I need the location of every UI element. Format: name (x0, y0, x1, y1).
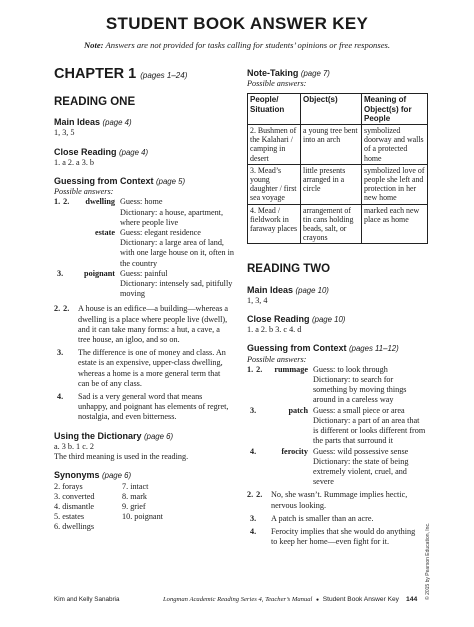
guess-word: estate (94, 228, 115, 238)
guess-word: rummage (274, 364, 308, 374)
table-cell: a young tree bent into an arch (301, 125, 362, 165)
synonyms-heading: Synonyms (page 6) (54, 470, 132, 481)
paragraph-text (78, 348, 234, 389)
paragraph-line: unhappy, and poignant has elements of regret, (78, 402, 229, 412)
item-subnumber: 3. (57, 268, 64, 278)
paragraph-text (271, 490, 427, 510)
paragraph-text (78, 304, 234, 345)
paragraph-line: dwelling is a place where people live (dwell), (78, 314, 228, 324)
main-ideas-answer: 1, 3, 5 (54, 128, 75, 138)
paragraph-number (54, 304, 78, 345)
definition-line: Guess: elegant residence (120, 228, 201, 238)
note-taking-table (247, 93, 428, 244)
guess-definitions (313, 406, 427, 447)
synonyms-list (54, 482, 234, 533)
item-subnumber: 2. (256, 490, 263, 500)
definition-line: Guess: painful (120, 268, 168, 278)
guess-word: poignant (84, 268, 115, 278)
paragraph-line: A patch is smaller than an acre. (271, 513, 374, 523)
table-cell: symbolized doorway and walls of a protected home (362, 125, 428, 165)
synonym-item: 8. mark (122, 491, 148, 501)
paragraph-text (78, 392, 234, 423)
guess-item (247, 406, 427, 447)
chapter-heading: CHAPTER 1 (pages 1–24) (54, 66, 188, 82)
item-number: 1. (54, 197, 61, 207)
copyright: © 2015 by Pearson Education, Inc. (425, 522, 431, 600)
definition-line: the parts that surround it (313, 436, 394, 446)
definition-line: Guess: to look through (313, 364, 388, 374)
close-reading-answer-2: 1. a 2. b 3. c 4. d (247, 325, 302, 335)
main-ideas-answer-2: 1, 3, 4 (247, 295, 268, 305)
table-cell: 3. Mead’s young daughter / first sea voyage (248, 164, 301, 204)
table-cell: marked each new place as home (362, 204, 428, 244)
table-row (248, 164, 428, 204)
paragraph-number (247, 490, 271, 510)
item-subnumber: 3. (57, 348, 64, 358)
paragraph-line: to keep her home—even fight for it. (271, 537, 389, 547)
paragraph-number (247, 514, 271, 524)
guess-item (54, 269, 234, 300)
definition-line: Dictionary: intensely sad, pitifully (120, 279, 233, 289)
guess-item (54, 197, 234, 228)
answer-paragraph (247, 490, 427, 510)
item-subnumber: 2. (63, 197, 70, 207)
item-subnumber: 4. (250, 526, 257, 536)
footer-page-number: 144 (406, 596, 418, 603)
guessing-paragraphs-2 (247, 490, 427, 547)
table-cell: symbolized love of people she left and protection in her new home (362, 164, 428, 204)
reading-two-heading: READING TWO (247, 263, 331, 276)
note-label: Note: (83, 40, 104, 50)
main-ideas-heading: Main Ideas (page 4) (54, 117, 132, 128)
synonym-item: 3. converted (54, 491, 95, 501)
synonym-item: 6. dwellings (54, 522, 95, 532)
definition-line: severe (313, 477, 334, 487)
item-subnumber: 4. (250, 446, 257, 456)
note-taking-heading: Note-Taking (page 7) (247, 68, 330, 78)
paragraph-line: and it can take many forms: a hut, a cave, a (78, 324, 220, 334)
guessing-items (54, 197, 234, 299)
answer-paragraph (54, 304, 234, 345)
definition-line: Guess: wild possessive sense (313, 446, 409, 456)
item-number: 2. (54, 304, 61, 314)
paragraph-line: tree house, an igloo, and so on. (78, 335, 180, 345)
paragraph-line: A house is an edifice—a building—whereas a (78, 304, 229, 314)
synonym-item: 7. intact (122, 481, 149, 491)
table-cell: 2. Bushmen of the Kalahari / camping in desert (248, 125, 301, 165)
definition-line: around in a careless way (313, 395, 394, 405)
table-header: Meaning of Object(s) for People (362, 94, 428, 125)
item-subnumber: 2. (256, 364, 263, 374)
item-subnumber: 3. (250, 405, 257, 415)
table-row (248, 204, 428, 244)
guess-definitions (313, 447, 427, 488)
footer-authors: Kim and Kelly Sanabria (54, 596, 120, 603)
paragraph-line: estate is an expensive, upper-class dwelling, (78, 358, 223, 368)
paragraph-line: Ferocity implies that she would do anything (271, 526, 416, 536)
note (0, 40, 474, 50)
definition-line: with one large house on it, often in (120, 248, 234, 258)
synonym-item: 2. forays (54, 481, 83, 491)
paragraph-line: The difference is one of money and class. An (78, 348, 226, 358)
guess-word: ferocity (281, 446, 308, 456)
item-number: 2. (247, 490, 254, 500)
synonym-item (122, 522, 202, 532)
guessing-paragraphs (54, 304, 234, 422)
synonym-item: 9. grief (122, 501, 146, 511)
definition-line: Guess: a small piece or area (313, 405, 405, 415)
dictionary-heading: Using the Dictionary (page 6) (54, 430, 174, 441)
guess-word: dwelling (85, 197, 115, 207)
synonym-item: 4. dismantle (54, 501, 95, 511)
left-column (54, 66, 234, 533)
guessing-heading: Guessing from Context (page 5) (54, 176, 186, 187)
possible-answers: Possible answers: (54, 187, 114, 197)
paragraph-text (271, 514, 427, 524)
possible-answers-2: Possible answers: (247, 354, 307, 364)
table-row (248, 125, 428, 165)
item-number: 1. (247, 364, 254, 374)
paragraph-line: can be of any class. (78, 378, 142, 388)
table-cell: arrangement of tin cans holding beads, salt, or crayons (301, 204, 362, 244)
synonym-item: 5. estates (54, 512, 85, 522)
paragraph-line: whereas a home is a more general term that (78, 368, 221, 378)
paragraph-number (54, 348, 78, 389)
paragraph-number (247, 527, 271, 547)
definition-line: Guess: home (120, 197, 163, 207)
close-reading-heading-2: Close Reading (page 10) (247, 314, 346, 325)
footer-series: Longman Academic Reading Series 4, Teacher’s Manual ● Student Book Answer Key (163, 596, 399, 603)
item-subnumber: 2. (63, 304, 70, 314)
definition-line: where people live (120, 217, 179, 227)
definition-line: something by moving things (313, 385, 407, 395)
paragraph-line: No, she wasn’t. Rummage implies hectic, (271, 490, 408, 500)
guess-definitions (120, 269, 234, 300)
close-reading-heading: Close Reading (page 4) (54, 146, 149, 157)
paragraph-line: nervous looking. (271, 500, 327, 510)
answer-paragraph (247, 527, 427, 547)
definition-line: moving (120, 289, 146, 299)
answer-paragraph (247, 514, 427, 524)
guess-definitions (120, 197, 234, 228)
close-reading-answer: 1. a 2. a 3. b (54, 157, 95, 167)
paragraph-text (271, 527, 427, 547)
item-number (247, 365, 271, 406)
main-ideas-heading-2: Main Ideas (page 10) (247, 284, 329, 295)
dictionary-answer: a. 3 b. 1 c. 2 (54, 441, 95, 451)
table-cell: little presents arranged in a circle (301, 164, 362, 204)
definition-line: Dictionary: the state of being (313, 456, 409, 466)
answer-paragraph (54, 348, 234, 389)
guessing-heading-2: Guessing from Context (pages 11–12) (247, 343, 399, 354)
paragraph-line: Sad is a very general word that means (78, 392, 203, 402)
guess-item (54, 228, 234, 269)
table-header: Object(s) (301, 94, 362, 125)
note-taking-possible: Possible answers: (247, 79, 307, 89)
definition-line: the country (120, 258, 158, 268)
guess-word: patch (288, 405, 308, 415)
definition-line: is different or looks different from (313, 426, 426, 436)
item-number (54, 269, 78, 300)
item-number (247, 406, 271, 447)
guess-definitions (313, 365, 427, 406)
item-subnumber: 3. (250, 513, 257, 523)
item-number (247, 447, 271, 488)
item-number (54, 197, 78, 228)
table-cell: 4. Mead / fieldwork in faraway places (248, 204, 301, 244)
definition-line: Dictionary: to search for (313, 375, 394, 385)
item-subnumber: 4. (57, 392, 64, 402)
definition-line: Dictionary: a large area of land, (120, 238, 224, 248)
right-column (247, 68, 427, 547)
page-title: STUDENT BOOK ANSWER KEY (105, 14, 369, 33)
paragraph-number (54, 392, 78, 423)
synonym-item: 10. poignant (122, 512, 163, 522)
guessing-items-2 (247, 365, 427, 487)
paragraph-line: nostalgia, and even bitterness. (78, 412, 177, 422)
definition-line: extremely violent, cruel, and (313, 466, 407, 476)
table-header: People/ Situation (248, 94, 301, 125)
item-number (54, 228, 78, 269)
guess-item (247, 447, 427, 488)
reading-one-heading: READING ONE (54, 96, 136, 108)
answer-paragraph (54, 392, 234, 423)
note-text: Answers are not provided for tasks calling for students’ opinions or free responses. (105, 40, 391, 50)
definition-line: Dictionary: a part of an area that (313, 415, 420, 425)
guess-definitions (120, 228, 234, 269)
guess-item (247, 365, 427, 406)
definition-line: Dictionary: a house, apartment, (120, 207, 223, 217)
dictionary-note: The third meaning is used in the reading. (54, 452, 189, 462)
